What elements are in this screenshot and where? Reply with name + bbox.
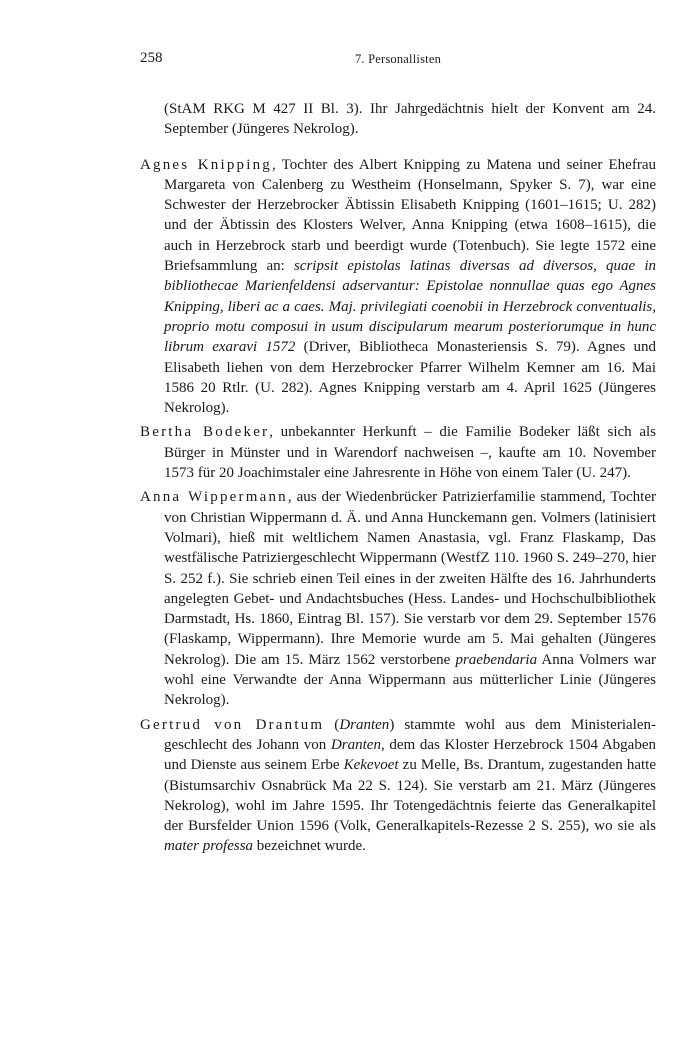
italic-term: Kekevoet (343, 757, 399, 774)
italic-term: Dranten (330, 736, 381, 753)
entry-text: ( (324, 716, 340, 733)
entry-text: ) stammte wohl aus dem Ministerialengeschlecht des Johann von (164, 716, 656, 753)
entry-text: , unbekannter Herkunft – die Familie Bodeker läßt sich als Bürger in Münster und in Warendorf nachweisen –, kaufte am 10. November 1573 für 20 Joachimstaler eine Jahresrente in Höhe von einem Taler (U. 247). (164, 424, 656, 482)
italic-term: praebendaria (455, 651, 538, 668)
italic-term: Dranten (339, 716, 390, 733)
italic-term: mater professa (164, 838, 254, 855)
entry-bertha-bodeker (140, 422, 656, 483)
entry-anna-wippermann (140, 487, 656, 710)
entry-continuation (140, 99, 656, 140)
entry-text: , aus der Wiedenbrücker Patrizierfamilie stammend, Tochter von Christian Wippermann d. Ä. und Anna Hunckemann gen. Volmers (latinisiert Volmari), hieß mit weltlichem Namen Anastasia, vgl. Franz Flaskamp, Das westfälische Patriziergeschlecht Wippermann (WestfZ 110. 1960 S. 249–270, hier S. 252 f.). Sie schrieb einen Teil eines in der zweiten Hälfte des 16. Jahrhunderts angelegten Gebet- und Andachtsbuches (Hess. Landes- und Hochschulbibliothek Darmstadt, Hs. 1860, Eintrag Bl. 157). Sie verstarb vor dem 29. September 1576 (Flaskamp, Wippermann). Ihre Memorie wurde am 5. Mai gehalten (Jüngeres Nekrolog). Die am 15. März 1562 verstorbene (164, 489, 657, 668)
text-body (140, 84, 656, 861)
entry-text: (Driver, Bibliotheca Monasteriensis S. 79). Agnes und Elisabeth liehen von dem Herzebrocker Pfarrer Wilhelm Kemner am 16. Mai 1586 20 Rtlr. (U. 282). Agnes Knipping verstarb am 4. April 1625 (Jüngeres Nekrolog). (164, 339, 657, 417)
entry-text: zu Melle, Bs. Drantum, zugestanden hatte (Bistumsarchiv Osnabrück Ma 22 S. 124). Sie verstarb am 21. März (Jüngeres Nekrolog), wohl im Jahre 1595. Ihr Totengedächtnis feierte das Generalkapitel der Bursfelder Union 1596 (Volk, Generalkapitels-Rezesse 2 S. 255), wo sie als (164, 757, 656, 835)
entry-gertrud-von-drantum (140, 715, 656, 857)
entry-text: , dem das Kloster Herzebrock 1504 Abgaben und Dienste aus seinem Erbe (164, 736, 656, 774)
running-head: 7. Personallisten (354, 52, 442, 66)
entry-text: Anna Volmers war wohl eine Verwandte der Anna Wippermann aus mütterlicher Linie (Jüngeres Nekrolog). (164, 651, 657, 709)
page-header (140, 46, 656, 70)
person-name: Gertrud von Drantum (140, 716, 325, 733)
entry-agnes-knipping (140, 155, 656, 419)
entry-text: , Tochter des Albert Knipping zu Matena und seiner Ehefrau Margareta von Calenberg zu Westheim (Honselmann, Spyker S. 7), war eine Schwester der Herzebrocker Äbtissin Elisabeth Knipping (1601–1615; U. 282) und der Äbtissin des Klosters Welver, Anna Knipping (etwa 1608–1615), die auch in Herzebrock starb und beerdigt wurde (Totenbuch). Sie legte 1572 eine Briefsammlung an: (164, 156, 656, 275)
page-number: 258 (140, 50, 163, 66)
entry-text: (StAM RKG M 427 II Bl. 3). Ihr Jahrgedächtnis hielt der Konvent am 24. September (Jüngeres Nekrolog). (164, 101, 656, 138)
person-name: Anna Wippermann (140, 489, 288, 506)
person-name: Bertha Bodeker (140, 424, 270, 441)
person-name: Agnes Knipping (140, 156, 272, 173)
entry-text: bezeichnet wurde. (253, 838, 366, 855)
latin-quotation: scripsit epistolas latinas diversas ad diversos, quae in bibliothecae Marienfeldensi adservantur: Epistolae nonnullae quas ego Agnes Knipping, liberi ac a caes. Maj. privilegiati coenobii in Herzebrock conventualis, proprio motu composui in usum discipularum mearum posteriorumque in hunc librum exaravi 1572 (164, 258, 656, 356)
